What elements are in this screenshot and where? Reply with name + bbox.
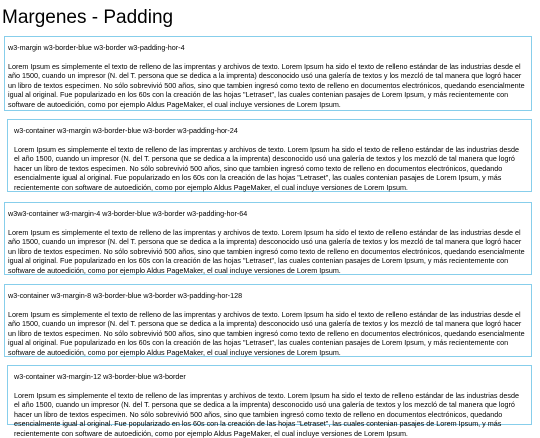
page-title: Margenes - Padding [2, 7, 174, 28]
box-text: Lorem Ipsum es simplemente el texto de relleno de las imprentas y archivos de texto. Lorem Ipsum ha sido el texto de relleno estándar de las industrias desde el año 1500, cuando un impresor (N. del T. persona que se dedica a la imprenta) desconocido usó una galería de textos y los mezcló de tal manera que logró hacer un libro de textos especimen. No sólo sobrevivió 500 años, sino que tambien ingresó como texto de relleno en documentos electrónicos, quedando esencialmente igual al original. Fue popularizado en los 60s con la creación de las hojas "Letraset", las cuales contenian pasajes de Lorem Ipsum, y más recientemente con software de autoedición, como por ejemplo Aldus PageMaker, el cual incluye versiones de Lorem Ipsum. [8, 228, 525, 275]
box-heading: w3w3-container w3-margin-4 w3-border-blue w3-border w3-padding-hor-64 [8, 209, 248, 218]
box-heading: w3-container w3-margin w3-border-blue w3-border w3-padding-hor-24 [14, 126, 238, 135]
box-heading: w3-container w3-margin-12 w3-border-blue w3-border [14, 372, 186, 381]
margin-padding-box-5 [7, 365, 532, 438]
margin-padding-box-2 [7, 119, 532, 192]
box-text: Lorem Ipsum es simplemente el texto de relleno de las imprentas y archivos de texto. Lorem Ipsum ha sido el texto de relleno estándar de las industrias desde el año 1500, cuando un impresor (N. del T. persona que se dedica a la imprenta) desconocido usó una galería de textos y los mezcló de tal manera que logró hacer un libro de textos especimen. No sólo sobrevivió 500 años, sino que tambien ingresó como texto de relleno en documentos electrónicos, quedando esencialmente igual al original. Fue popularizado en los 60s con la creación de las hojas "Letraset", las cuales contenian pasajes de Lorem Ipsum, y más recientemente con software de autoedición, como por ejemplo Aldus PageMaker, el cual incluye versiones de Lorem Ipsum. [8, 62, 525, 109]
margin-padding-box-1 [4, 36, 532, 111]
box-text: Lorem Ipsum es simplemente el texto de relleno de las imprentas y archivos de texto. Lorem Ipsum ha sido el texto de relleno estándar de las industrias desde el año 1500, cuando un impresor (N. del T. persona que se dedica a la imprenta) desconocido usó una galería de textos y los mezcló de tal manera que logró hacer un libro de textos especimen. No sólo sobrevivió 500 años, sino que tambien ingresó como texto de relleno en documentos electrónicos, quedando esencialmente igual al original. Fue popularizado en los 60s con la creación de las hojas "Letraset", las cuales contenian pasajes de Lorem Ipsum, y más recientemente con software de autoedición, como por ejemplo Aldus PageMaker, el cual incluye versiones de Lorem Ipsum. [14, 391, 519, 438]
margin-padding-box-3 [4, 202, 532, 275]
box-text: Lorem Ipsum es simplemente el texto de relleno de las imprentas y archivos de texto. Lorem Ipsum ha sido el texto de relleno estándar de las industrias desde el año 1500, cuando un impresor (N. del T. persona que se dedica a la imprenta) desconocido usó una galería de textos y los mezcló de tal manera que logró hacer un libro de textos especimen. No sólo sobrevivió 500 años, sino que tambien ingresó como texto de relleno en documentos electrónicos, quedando esencialmente igual al original. Fue popularizado en los 60s con la creación de las hojas "Letraset", las cuales contenian pasajes de Lorem Ipsum, y más recientemente con software de autoedición, como por ejemplo Aldus PageMaker, el cual incluye versiones de Lorem Ipsum. [8, 310, 525, 357]
margin-padding-box-4 [4, 284, 532, 357]
box-text: Lorem Ipsum es simplemente el texto de relleno de las imprentas y archivos de texto. Lorem Ipsum ha sido el texto de relleno estándar de las industrias desde el año 1500, cuando un impresor (N. del T. persona que se dedica a la imprenta) desconocido usó una galería de textos y los mezcló de tal manera que logró hacer un libro de textos especimen. No sólo sobrevivió 500 años, sino que tambien ingresó como texto de relleno en documentos electrónicos, quedando esencialmente igual al original. Fue popularizado en los 60s con la creación de las hojas "Letraset", las cuales contenian pasajes de Lorem Ipsum, y más recientemente con software de autoedición, como por ejemplo Aldus PageMaker, el cual incluye versiones de Lorem Ipsum. [14, 145, 519, 192]
box-heading: w3-margin w3-border-blue w3-border w3-padding-hor-4 [8, 43, 185, 52]
box-heading: w3-container w3-margin-8 w3-border-blue w3-border w3-padding-hor-128 [8, 291, 243, 300]
